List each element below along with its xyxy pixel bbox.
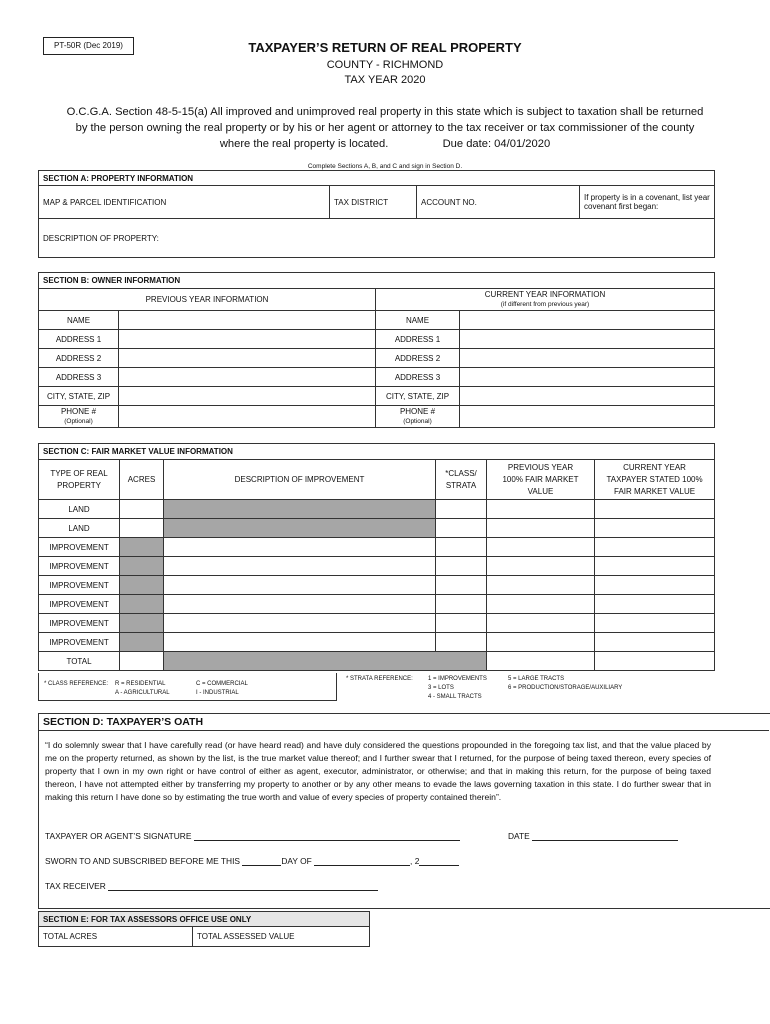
section-c-table [38, 443, 715, 671]
section-d-heading: SECTION D: TAXPAYER’S OATH [38, 713, 769, 731]
strata-lots: 3 = LOTS [428, 685, 454, 691]
form-number: PT-50R (Dec 2019) [43, 37, 134, 55]
prev-city-label: CITY, STATE, ZIP [39, 387, 119, 406]
tax-receiver-field[interactable] [108, 881, 378, 891]
prev-address2-label: ADDRESS 2 [39, 349, 119, 368]
strata-improvements: 1 = IMPROVEMENTS [428, 676, 487, 682]
sworn-label: SWORN TO AND SUBSCRIBED BEFORE ME THIS [45, 856, 240, 866]
strata-reference-label: * STRATA REFERENCE: [346, 676, 413, 682]
complete-sections-note: Complete Sections A, B, and C and sign in Section D. [307, 163, 463, 170]
land-class-field[interactable] [436, 500, 487, 519]
improvement-class-field[interactable] [436, 595, 487, 614]
prev-address1-label: ADDRESS 1 [39, 330, 119, 349]
col-acres-header: ACRES [120, 460, 164, 500]
signature-line [45, 831, 460, 841]
statute-text [45, 104, 725, 152]
statute-line-3 [45, 136, 725, 152]
col-curr-line3: FAIR MARKET VALUE [614, 486, 696, 496]
tax-district-field[interactable] [330, 186, 417, 219]
form-title: TAXPAYER’S RETURN OF REAL PROPERTY [248, 40, 522, 55]
prev-phone-field[interactable] [119, 406, 376, 428]
total-acres-label: TOTAL ACRES [43, 932, 98, 941]
col-type-header [39, 460, 120, 500]
date-label: DATE [508, 831, 530, 841]
signature-field[interactable] [194, 831, 460, 841]
description-label: DESCRIPTION OF PROPERTY: [43, 233, 159, 243]
shaded-cell [120, 557, 164, 576]
strata-large-tracts: 5 = LARGE TRACTS [508, 676, 565, 682]
land-class-field[interactable] [436, 519, 487, 538]
class-commercial: C = COMMERCIAL [196, 681, 248, 687]
tax-year-label: TAX YEAR 2020 [344, 74, 426, 86]
improvement-curr-value-field[interactable] [595, 595, 715, 614]
shaded-cell [120, 576, 164, 595]
row-improvement-label: IMPROVEMENT [39, 538, 120, 557]
col-class-line1: *CLASS/ [445, 468, 477, 478]
statute-line-1: O.C.G.A. Section 48-5-15(a) All improved and unimproved real property in this state which is subject to taxation shall be returned [66, 106, 704, 118]
prev-phone-text: PHONE # [60, 407, 97, 416]
col-prev-line2: 100% FAIR MARKET [502, 474, 579, 484]
curr-city-label: CITY, STATE, ZIP [376, 387, 460, 406]
col-current-value-header [595, 460, 715, 500]
sworn-month-field[interactable] [314, 856, 410, 866]
improvement-prev-value-field[interactable] [487, 538, 595, 557]
prev-phone-optional: (Optional) [64, 418, 93, 425]
description-field[interactable] [39, 219, 715, 258]
total-curr-value-field[interactable] [595, 652, 715, 671]
improvement-class-field[interactable] [436, 576, 487, 595]
col-previous-value-header [487, 460, 595, 500]
section-e-heading: SECTION E: FOR TAX ASSESSORS OFFICE USE ONLY [39, 912, 370, 927]
improvement-curr-value-field[interactable] [595, 538, 715, 557]
col-prev-line1: PREVIOUS YEAR [507, 462, 574, 472]
statute-line-2: by the person owning the real property or by his or her agent or attorney to the tax receiver or tax commissioner of the county [75, 122, 695, 134]
curr-address3-field[interactable] [460, 368, 715, 387]
improvement-prev-value-field[interactable] [487, 595, 595, 614]
col-description-header: DESCRIPTION OF IMPROVEMENT [164, 460, 436, 500]
row-land-label: LAND [39, 500, 120, 519]
prev-address3-field[interactable] [119, 368, 376, 387]
curr-name-label: NAME [376, 311, 460, 330]
improvement-class-field[interactable] [436, 633, 487, 652]
prev-name-label: NAME [39, 311, 119, 330]
total-prev-value-field[interactable] [487, 652, 595, 671]
signature-label: TAXPAYER OR AGENT’S SIGNATURE [45, 831, 192, 841]
improvement-description-field[interactable] [164, 576, 436, 595]
tax-receiver-line [45, 881, 378, 891]
col-class-header [436, 460, 487, 500]
improvement-description-field[interactable] [164, 595, 436, 614]
prev-city-field[interactable] [119, 387, 376, 406]
improvement-description-field[interactable] [164, 538, 436, 557]
current-year-note: (if different from previous year) [500, 301, 590, 308]
tax-district-label: TAX DISTRICT [334, 197, 389, 207]
col-type-line2: PROPERTY [57, 480, 101, 490]
oath-text: “I do solemnly swear that I have carefully read (or have heard read) and have duly considered the questions propounded in the foregoing tax list, and that the value placed by me on the property returned, as shown by the list, is the true market value thereof; and I further swear that I returned, for the purpose of being taxed thereon, every species of property that I own in my own right or have control of either as agent, executor, administrator, or otherwise; and that in making this return, for the purpose of being taxed thereon, I have not attempted either by transferring my property to another or by any other means to evade the laws governing taxation in this state. I do further swear that in making this return I have done so by estimating the true worth and value of every species of property contained therein”. [45, 740, 711, 802]
shaded-cell [120, 538, 164, 557]
total-acres-field[interactable] [39, 927, 193, 947]
row-improvement-label: IMPROVEMENT [39, 614, 120, 633]
improvement-curr-value-field[interactable] [595, 557, 715, 576]
covenant-note-label: If property is in a covenant, list year covenant first began: [584, 193, 710, 211]
curr-name-field[interactable] [460, 311, 715, 330]
improvement-description-field[interactable] [164, 557, 436, 576]
section-b-heading: SECTION B: OWNER INFORMATION [39, 273, 715, 289]
sworn-year-field[interactable] [419, 856, 459, 866]
improvement-curr-value-field[interactable] [595, 614, 715, 633]
col-prev-line3: VALUE [527, 486, 554, 496]
row-total-label: TOTAL [39, 652, 120, 671]
improvement-prev-value-field[interactable] [487, 633, 595, 652]
row-improvement-label: IMPROVEMENT [39, 633, 120, 652]
due-date: Due date: 04/01/2020 [442, 138, 551, 150]
current-year-header [376, 289, 715, 311]
shaded-cell [164, 500, 436, 519]
year-prefix-label: , 2 [410, 856, 420, 866]
improvement-class-field[interactable] [436, 614, 487, 633]
col-curr-line2: TAXPAYER STATED 100% [606, 474, 703, 484]
curr-address3-label: ADDRESS 3 [376, 368, 460, 387]
shaded-cell [164, 519, 436, 538]
improvement-description-field[interactable] [164, 614, 436, 633]
curr-address2-label: ADDRESS 2 [376, 349, 460, 368]
section-c-heading: SECTION C: FAIR MARKET VALUE INFORMATION [39, 444, 715, 460]
prev-phone-label [39, 406, 119, 428]
shaded-cell [164, 652, 487, 671]
total-acres-field[interactable] [120, 652, 164, 671]
row-land-label: LAND [39, 519, 120, 538]
tax-receiver-label: TAX RECEIVER [45, 881, 106, 891]
curr-phone-field[interactable] [460, 406, 715, 428]
shaded-cell [120, 614, 164, 633]
prev-address2-field[interactable] [119, 349, 376, 368]
class-reference-label: * CLASS REFERENCE: [44, 681, 109, 687]
land-acres-field[interactable] [120, 519, 164, 538]
col-curr-line1: CURRENT YEAR [623, 462, 686, 472]
curr-phone-label [376, 406, 460, 428]
curr-city-field[interactable] [460, 387, 715, 406]
previous-year-header: PREVIOUS YEAR INFORMATION [39, 289, 376, 311]
sworn-line [45, 856, 459, 866]
curr-phone-text: PHONE # [399, 407, 436, 416]
total-assessed-label: TOTAL ASSESSED VALUE [197, 932, 295, 941]
curr-phone-optional: (Optional) [403, 418, 432, 425]
prev-address3-label: ADDRESS 3 [39, 368, 119, 387]
strata-small-tracts: 4 - SMALL TRACTS [428, 694, 482, 700]
row-improvement-label: IMPROVEMENT [39, 576, 120, 595]
class-industrial: I - INDUSTRIAL [196, 690, 239, 696]
county-label: COUNTY - RICHMOND [326, 59, 444, 71]
section-a-table [38, 170, 715, 258]
row-improvement-label: IMPROVEMENT [39, 557, 120, 576]
land-prev-value-field[interactable] [487, 519, 595, 538]
sworn-day-field[interactable] [242, 856, 281, 866]
land-curr-value-field[interactable] [595, 500, 715, 519]
section-a-heading: SECTION A: PROPERTY INFORMATION [39, 171, 715, 186]
shaded-cell [120, 595, 164, 614]
map-parcel-field[interactable] [39, 186, 330, 219]
total-assessed-field[interactable] [193, 927, 370, 947]
section-e-table [38, 911, 370, 947]
class-agricultural: A - AGRICULTURAL [115, 690, 170, 696]
shaded-cell [120, 633, 164, 652]
map-parcel-label: MAP & PARCEL IDENTIFICATION [43, 197, 167, 207]
improvement-curr-value-field[interactable] [595, 633, 715, 652]
land-prev-value-field[interactable] [487, 500, 595, 519]
class-residential: R = RESIDENTIAL [115, 681, 166, 687]
account-no-field[interactable] [417, 186, 580, 219]
account-no-label: ACCOUNT NO. [421, 197, 477, 207]
land-curr-value-field[interactable] [595, 519, 715, 538]
date-line [508, 831, 678, 841]
land-acres-field[interactable] [120, 500, 164, 519]
strata-production: 6 = PRODUCTION/STORAGE/AUXILIARY [508, 685, 623, 691]
improvement-prev-value-field[interactable] [487, 576, 595, 595]
date-field[interactable] [532, 831, 678, 841]
improvement-class-field[interactable] [436, 538, 487, 557]
curr-address1-label: ADDRESS 1 [376, 330, 460, 349]
curr-address1-field[interactable] [460, 330, 715, 349]
prev-address1-field[interactable] [119, 330, 376, 349]
curr-address2-field[interactable] [460, 349, 715, 368]
statute-location-text: where the real property is located. [219, 138, 389, 150]
improvement-class-field[interactable] [436, 557, 487, 576]
section-b-table [38, 272, 715, 428]
col-class-line2: STRATA [445, 480, 477, 490]
improvement-curr-value-field[interactable] [595, 576, 715, 595]
improvement-prev-value-field[interactable] [487, 557, 595, 576]
day-of-label: DAY OF [281, 856, 312, 866]
row-improvement-label: IMPROVEMENT [39, 595, 120, 614]
improvement-description-field[interactable] [164, 633, 436, 652]
improvement-prev-value-field[interactable] [487, 614, 595, 633]
prev-name-field[interactable] [119, 311, 376, 330]
covenant-year-field[interactable] [580, 186, 715, 219]
col-type-line1: TYPE OF REAL [50, 468, 108, 478]
current-year-label: CURRENT YEAR INFORMATION [484, 290, 606, 299]
